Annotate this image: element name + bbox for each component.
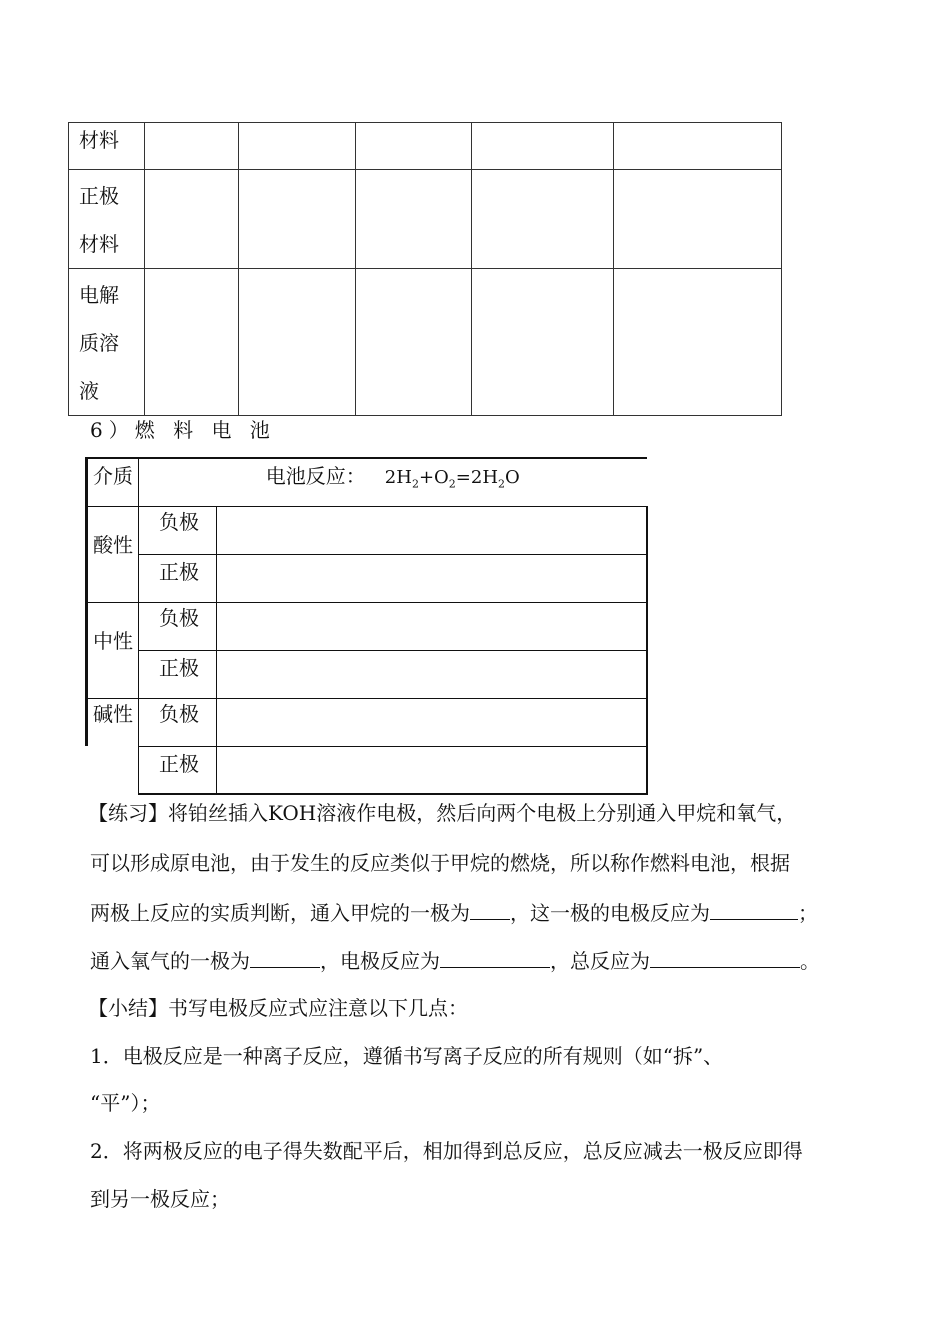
battery-comparison-table: [68, 122, 782, 416]
reaction-label: 电池反应：: [265, 464, 366, 488]
row-label: 电解 质溶 液: [69, 269, 145, 416]
table-row: [69, 170, 782, 269]
table-row: [87, 698, 647, 746]
table-row: [87, 506, 647, 554]
table-row: [69, 269, 782, 416]
table-row: [87, 650, 647, 698]
answer-cell: [217, 698, 647, 746]
electrode-negative: 负极: [139, 506, 217, 554]
medium-alkaline: 碱性: [87, 698, 139, 746]
summary-item-1-cont: “平”）；: [90, 1091, 161, 1115]
electrode-negative: 负极: [139, 698, 217, 746]
medium-neutral: 中性: [87, 602, 139, 698]
blank-oxygen-electrode[interactable]: [250, 949, 320, 968]
blank-methane-electrode[interactable]: [470, 901, 510, 920]
section-title: 6）燃 料 电 池: [90, 418, 276, 442]
electrode-negative: 负极: [139, 602, 217, 650]
electrode-positive: 正极: [139, 554, 217, 602]
electrode-positive: 正极: [139, 746, 217, 794]
summary-item-2: 2．将两极反应的电子得失数配平后，相加得到总反应，总反应减去一极反应即得: [90, 1139, 803, 1163]
summary-title: 【小结】书写电极反应式应注意以下几点：: [88, 996, 468, 1020]
row-label: 材料: [69, 123, 145, 170]
medium-header: 介质: [87, 458, 139, 506]
medium-acidic: 酸性: [87, 506, 139, 602]
exercise-line-1: 【练习】将铂丝插入KOH溶液作电极，然后向两个电极上分别通入甲烷和氧气，: [88, 801, 797, 825]
table-row: [87, 554, 647, 602]
table-border: [85, 697, 88, 743]
table-row: [87, 458, 647, 506]
reaction-equation: $2H_2+O_2=2H_2O$: [384, 467, 520, 491]
table-row: [69, 123, 782, 170]
answer-cell: [217, 746, 647, 794]
exercise-line-4: 通入氧气的一极为 ，电极反应为 ，总反应为 。: [90, 949, 820, 973]
exercise-line-2: 可以形成原电池，由于发生的反应类似于甲烷的燃烧，所以称作燃料电池，根据: [90, 851, 790, 875]
cell-reaction: [139, 458, 647, 506]
blank-oxygen-reaction[interactable]: [440, 949, 550, 968]
summary-item-2-cont: 到另一极反应；: [90, 1187, 230, 1211]
answer-cell: [217, 554, 647, 602]
blank-methane-reaction[interactable]: [710, 901, 798, 920]
table-row: [87, 746, 647, 794]
answer-cell: [217, 650, 647, 698]
electrode-positive: 正极: [139, 650, 217, 698]
answer-cell: [217, 602, 647, 650]
summary-item-1: 1．电极反应是一种离子反应，遵循书写离子反应的所有规则（如“拆”、: [90, 1044, 724, 1068]
table-row: [87, 602, 647, 650]
answer-cell: [217, 506, 647, 554]
exercise-line-3: 两极上反应的实质判断，通入甲烷的一极为 ，这一极的电极反应为 ；: [90, 901, 818, 925]
fuel-cell-table: [85, 457, 648, 795]
blank-overall-reaction[interactable]: [650, 949, 800, 968]
row-label: 正极 材料: [69, 170, 145, 269]
